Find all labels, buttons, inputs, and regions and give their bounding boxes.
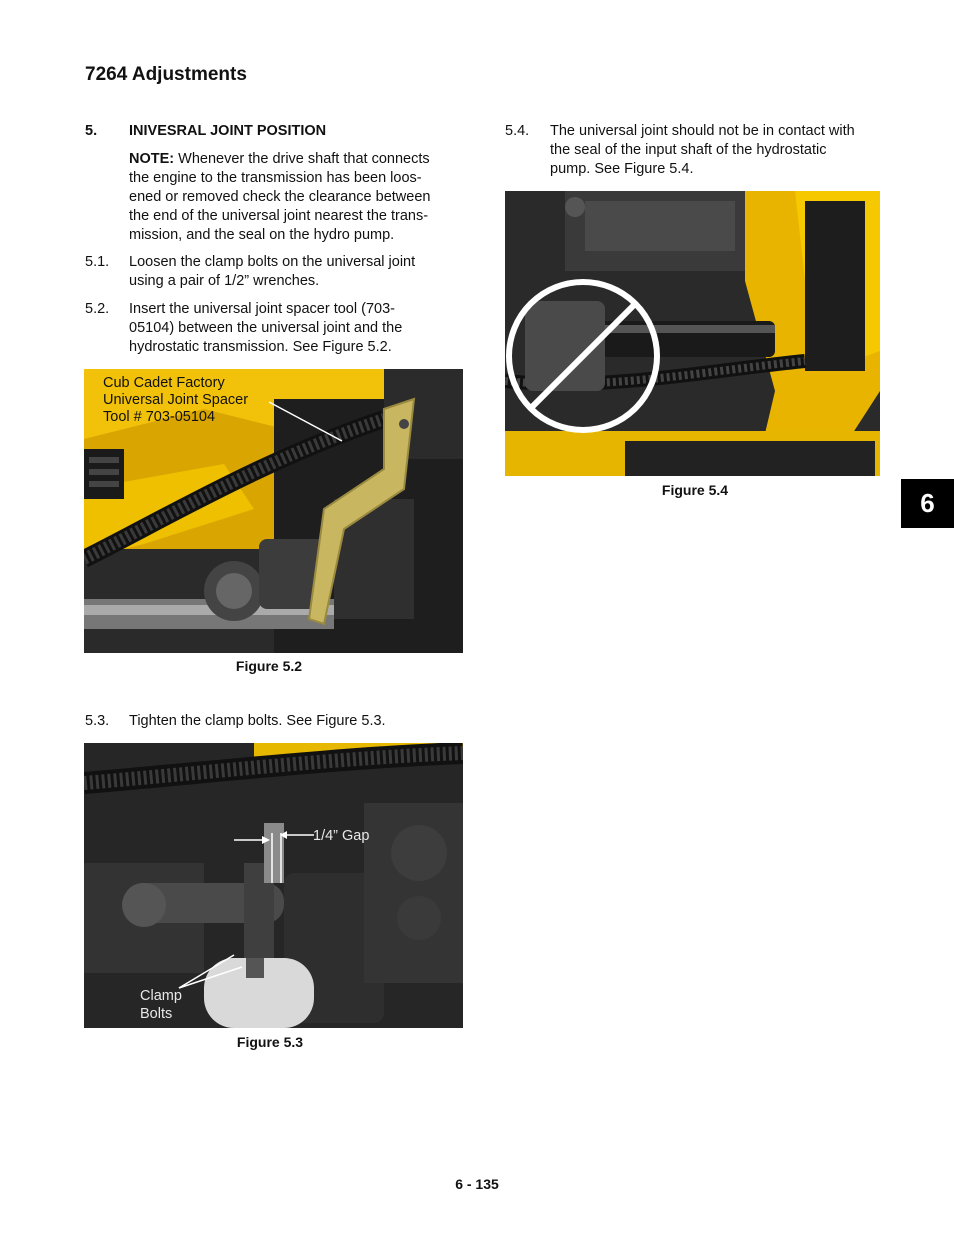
step-5-2-text: Insert the universal joint spacer tool (703- 05104) between the universal joint and the hydrostatic transmission. See Figure 5.2. — [129, 301, 403, 355]
step-5-4-number: 5.4. — [505, 123, 530, 139]
step-5-number: 5. — [85, 123, 98, 139]
figure-5-2-caption: Figure 5.2 — [235, 658, 303, 674]
figure-5-2-callout: Cub Cadet Factory Universal Joint Spacer Tool # 703-05104 — [103, 375, 249, 425]
figure-5-3-bolts-label: Clamp Bolts — [140, 988, 182, 1022]
step-5-4-text: The universal joint should not be in contact with the seal of the input shaft of the hydrostatic pump. See Figure 5.4. — [550, 123, 855, 177]
figure-5-4-photo — [505, 191, 880, 476]
figure-5-4-caption: Figure 5.4 — [661, 482, 729, 498]
step-5-2-number: 5.2. — [85, 301, 110, 317]
page-number: 6 - 135 — [455, 1176, 499, 1192]
note-line-3: ened or removed check the clearance between — [129, 189, 431, 205]
chapter-tab: 6 — [901, 479, 954, 528]
section-title: 7264 Adjustments — [85, 64, 247, 85]
step-5-3-text: Tighten the clamp bolts. See Figure 5.3. — [129, 713, 386, 729]
figure-5-3-caption: Figure 5.3 — [236, 1034, 304, 1050]
step-5-3-number: 5.3. — [85, 713, 110, 729]
note-line-2: the engine to the transmission has been loos- — [129, 170, 422, 186]
step-5-1-text: Loosen the clamp bolts on the universal joint using a pair of 1/2” wrenches. — [129, 254, 416, 289]
note-line-5: mission, and the seal on the hydro pump. — [129, 227, 395, 243]
note-label: NOTE: — [129, 151, 175, 167]
figure-5-3-gap-label: 1/4” Gap — [313, 828, 370, 844]
note-block — [129, 150, 469, 245]
note-line-4: the end of the universal joint nearest the trans- — [129, 208, 429, 224]
step-5-1-number: 5.1. — [85, 254, 110, 270]
note-line-1: NOTE: Whenever the drive shaft that connects — [129, 151, 430, 167]
figure-5-3-photo — [84, 743, 463, 1028]
step-5-heading: INIVESRAL JOINT POSITION — [129, 123, 327, 139]
